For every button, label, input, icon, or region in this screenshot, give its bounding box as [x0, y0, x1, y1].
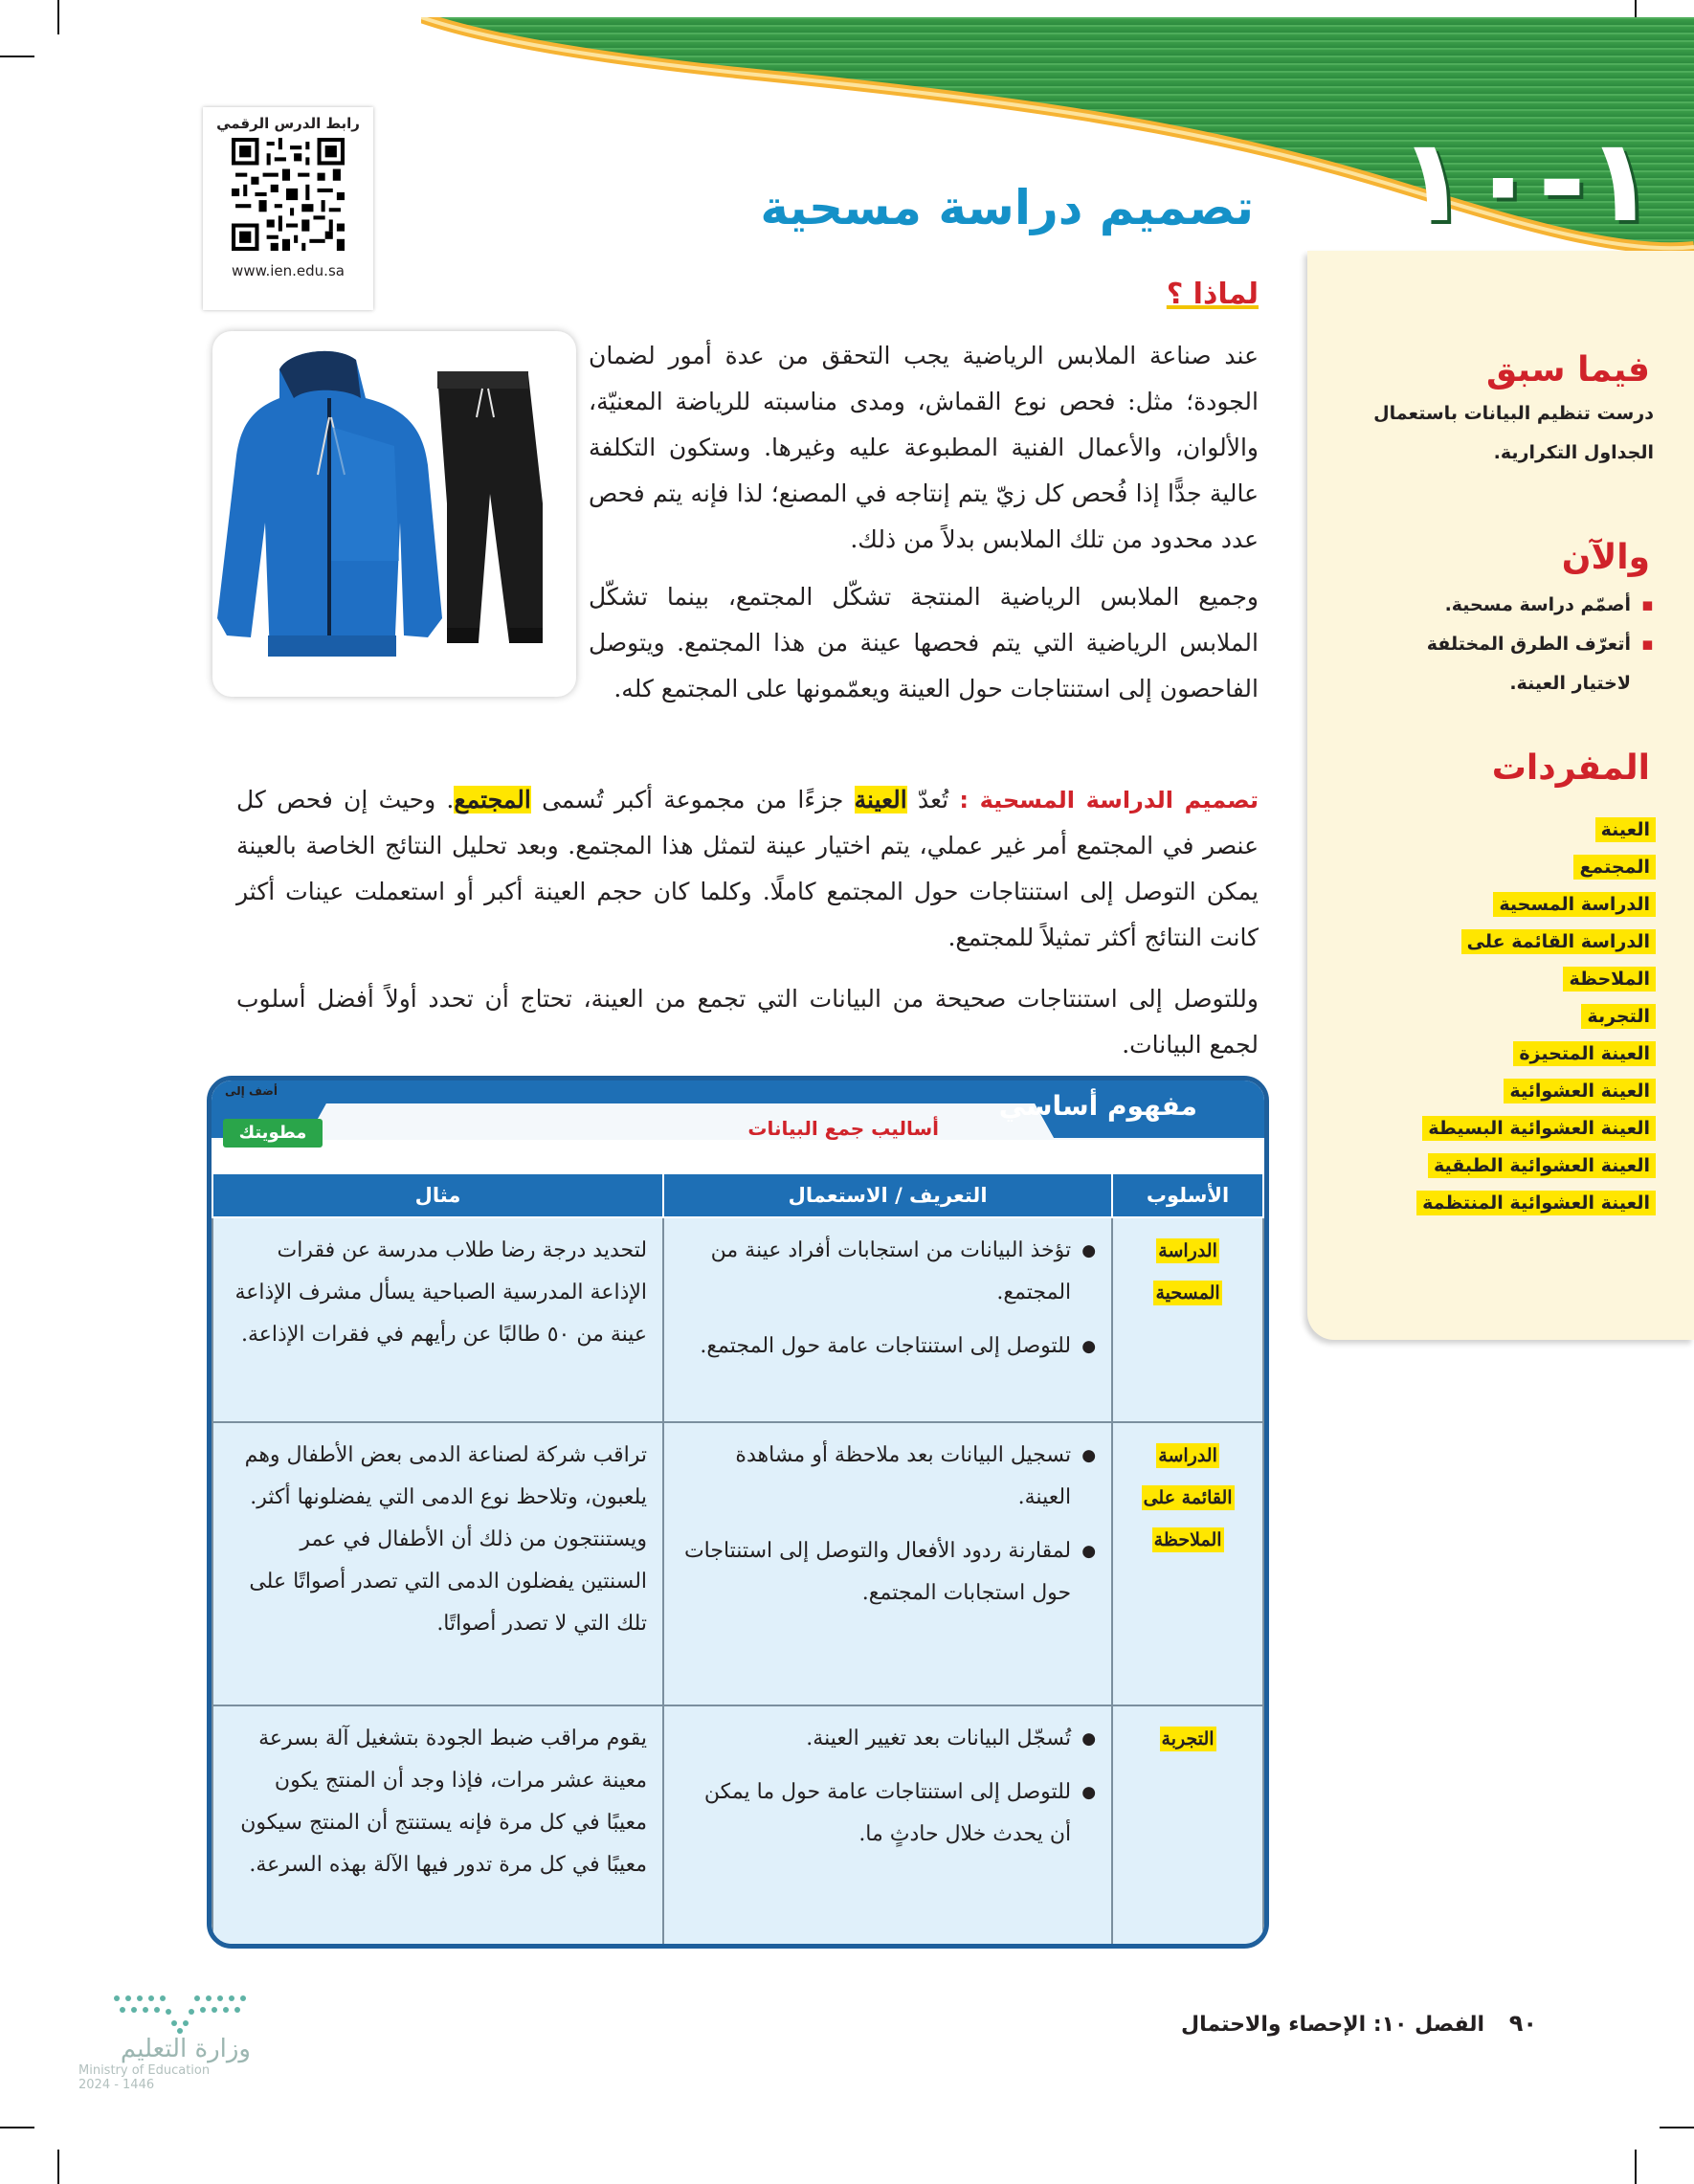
vocab-heading: المفردات — [1491, 748, 1650, 788]
method-name: الملاحظة — [1153, 1529, 1222, 1550]
qr-code-icon — [232, 138, 345, 251]
definition-item: ● للتوصل إلى استنتاجات عامة حول ما يمكن أن يحدث خلال حادثٍ ما. — [680, 1772, 1071, 1856]
now-list — [1367, 586, 1654, 703]
method-name: الدراسة — [1158, 1240, 1217, 1261]
before-text: درست تنظيم البيانات باستعمال الجداول التكرارية. — [1373, 403, 1654, 463]
vocab-item: العينة العشوائية البسيطة — [1422, 1116, 1656, 1141]
ministry-emblem-icon — [107, 1991, 251, 2035]
vocab-item: العينة العشوائية المنتظمة — [1416, 1191, 1656, 1215]
vocab-item: الدراسة القائمة على — [1461, 929, 1656, 954]
crop-mark — [0, 56, 34, 57]
method-name: الدراسة — [1158, 1445, 1217, 1466]
why-paragraph-2: وجميع الملابس الرياضية المنتجة تشكّل المجتمع، بينما تشكّل الملابس الرياضية التي يتم فحصها عينة من هذا المجتمع. ويتوصل الفاحصون إلى استنتاجات حول العينة ويعمّمونها على المجتمع كله. — [589, 583, 1259, 702]
vocab-item: العينة — [1595, 817, 1656, 842]
sportswear-image — [212, 331, 576, 697]
method-cell — [1112, 1705, 1263, 1945]
method-name: التجربة — [1161, 1728, 1215, 1749]
design-text: تُعدّ — [906, 786, 960, 813]
ministry-name-en: Ministry of Education — [78, 2063, 211, 2078]
crop-mark — [57, 0, 59, 34]
crop-mark — [0, 2127, 34, 2128]
definition-cell — [663, 1705, 1112, 1945]
design-label: تصميم الدراسة المسحية : — [959, 787, 1259, 813]
now-item: ▪ أصمّم دراسة مسحية. — [1367, 586, 1654, 625]
table-row — [212, 1705, 1263, 1945]
method-name: المسحية — [1155, 1282, 1220, 1304]
lesson-number: ١-١٠ — [1397, 115, 1656, 248]
table-row — [212, 1217, 1263, 1422]
vocab-item: التجربة — [1581, 1004, 1656, 1029]
footer-chapter — [1181, 2010, 1537, 2037]
concept-title: مفهوم أساسي — [998, 1090, 1197, 1122]
qr-code-block[interactable] — [203, 107, 373, 310]
definition-item: ● تؤخذ البيانات من استجابات أفراد عينة من المجتمع. — [680, 1230, 1071, 1314]
vocab-item: العينة العشوائية الطبقية — [1428, 1153, 1656, 1178]
qr-url[interactable]: www.ien.edu.sa — [232, 262, 345, 279]
design-text: . وحيث إن فحص كل عنصر في المجتمع أمر غير عملي، يتم اختيار عينة لتمثل هذا المجتمع. وبعد تحليل النتائج الخاصة بالعينة يمكن التوصل إلى استنتاجات حول المجتمع كاملًا. وكلما كان حجم العينة أكبر أو استعملت عينات أكثر كانت النتائج أكثر تمثيلاً للمجتمع. — [236, 786, 1259, 951]
definition-item: ● تسجيل البيانات بعد ملاحظة أو مشاهدة العينة. — [680, 1435, 1071, 1519]
foldable-badge[interactable]: مطويتك — [223, 1119, 323, 1148]
method-cell — [1112, 1217, 1263, 1422]
example-cell: لتحديد درجة رضا طلاب مدرسة عن فقرات الإذاعة المدرسية الصباحية يسأل مشرف الإذاعة عينة من ٥٠ طالبًا عن رأيهم في فقرات الإذاعة. — [212, 1217, 663, 1422]
col-header-definition: التعريف / الاستعمال — [663, 1173, 1112, 1217]
vocab-list — [1340, 815, 1656, 1226]
now-heading: والآن — [1561, 538, 1650, 577]
qr-caption: رابط الدرس الرقمي — [216, 115, 360, 132]
crop-mark — [1660, 2127, 1694, 2128]
design-text: جزءًا من مجموعة أكبر تُسمى — [530, 786, 855, 813]
now-item: ▪ أتعرّف الطرق المختلفة لاختيار العينة. — [1367, 625, 1654, 703]
crop-mark — [1635, 2150, 1637, 2184]
before-heading: فيما سبق — [1486, 350, 1650, 390]
crop-mark — [57, 2150, 59, 2184]
vocab-item: العينة المتحيزة — [1513, 1041, 1656, 1066]
definition-item: ● تُسجّل البيانات بعد تغيير العينة. — [680, 1718, 1071, 1760]
example-cell: تراقب شركة لصناعة الدمى بعض الأطفال وهم يلعبون، وتلاحظ نوع الدمى التي يفضلونها أكثر. ويستنتجون من ذلك أن الأطفال في عمر السنتين يفضلون الدمى التي تصدر أصواتًا على تلك التي لا تصدر أصواتًا. — [212, 1422, 663, 1705]
method-cell — [1112, 1422, 1263, 1705]
term-sample: العينة — [854, 786, 907, 813]
design-paragraph — [236, 777, 1259, 961]
vocab-item: العينة العشوائية — [1504, 1079, 1656, 1103]
tracksuit-illustration — [212, 331, 576, 697]
col-header-example: مثال — [212, 1173, 663, 1217]
ministry-logo — [78, 1991, 251, 2092]
vocab-item: المجتمع — [1573, 855, 1656, 880]
example-cell: يقوم مراقب ضبط الجودة بتشغيل آلة بسرعة معينة عشر مرات، فإذا وجد أن المنتج يكون معيبًا في كل مرة فإنه يستنتج أن المنتج سيكون معيبًا في كل مرة تدور فيها الآلة بهذه السرعة. — [212, 1705, 663, 1945]
key-concept-box — [207, 1076, 1269, 1949]
definition-item: ● لمقارنة ردود الأفعال والتوصل إلى استنتاجات حول استجابات المجتمع. — [680, 1530, 1071, 1615]
design-paragraph-2: وللتوصل إلى استنتاجات صحيحة من البيانات التي تجمع من العينة، تحتاج أن تحدد أولاً أفضل أسلوب لجمع البيانات. — [236, 985, 1259, 1059]
why-paragraph-1: عند صناعة الملابس الرياضية يجب التحقق من عدة أمور لضمان الجودة؛ مثل: فحص نوع القماش، ومدى مناسبته للرياضة المعنيّة، والألوان، والأعمال الفنية المطبوعة عليه وغيرها. وستكون التكلفة عالية جدًّا إذا فُحص كل زيّ يتم إنتاجه في المصنع؛ لذا فإنه يتم فحص عدد محدود من تلك الملابس بدلاً من ذلك. — [589, 342, 1259, 553]
table-row — [212, 1422, 1263, 1705]
sidebar — [1307, 251, 1694, 1340]
method-name: القائمة على — [1143, 1487, 1233, 1508]
page-number: ٩٠ — [1508, 2010, 1538, 2037]
definition-item: ● للتوصل إلى استنتاجات عامة حول المجتمع. — [680, 1326, 1071, 1368]
why-heading: لماذا ؟ — [1166, 278, 1259, 311]
chapter-title: الفصل ١٠: الإحصاء والاحتمال — [1181, 2013, 1485, 2037]
lesson-title: تصميم دراسة مسحية — [760, 180, 1254, 235]
vocab-item: الدراسة المسحية — [1493, 892, 1656, 917]
add-to-label: أضف إلى — [225, 1084, 278, 1098]
definition-cell — [663, 1217, 1112, 1422]
definition-cell — [663, 1422, 1112, 1705]
methods-table — [212, 1172, 1264, 1946]
concept-subtitle: أساليب جمع البيانات — [747, 1117, 939, 1140]
vocab-item: الملاحظة — [1563, 967, 1656, 992]
col-header-method: الأسلوب — [1112, 1173, 1263, 1217]
term-population: المجتمع — [454, 786, 531, 813]
edition-year: 2024 - 1446 — [78, 2078, 155, 2092]
ministry-name-ar: وزارة التعليم — [120, 2035, 251, 2063]
